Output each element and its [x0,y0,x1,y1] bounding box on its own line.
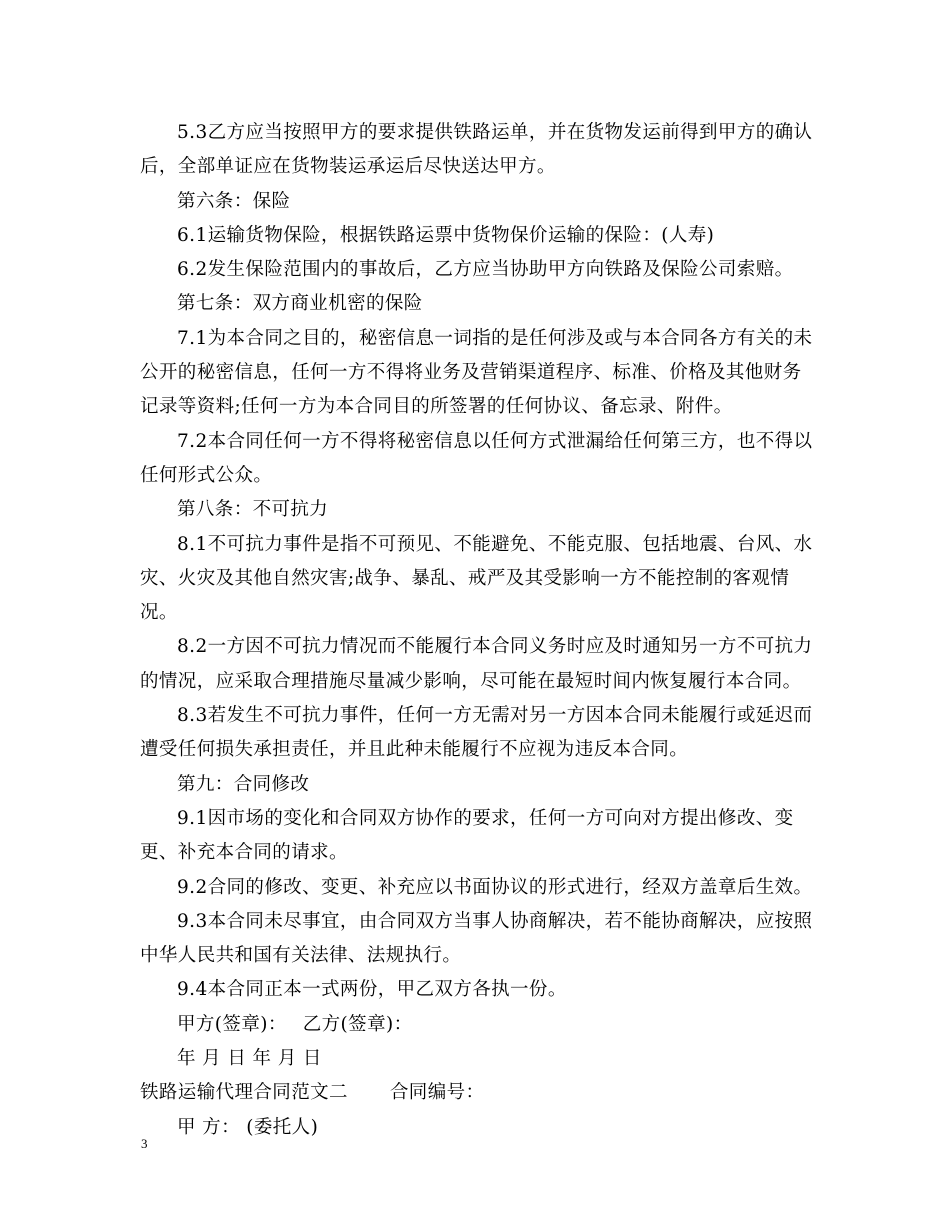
party-b-signature-label: 乙方(签章)： [302,1013,413,1035]
article-8-heading: 第八条：不可抗力 [177,499,329,521]
clause-7-1: 7.1为本合同之目的，秘密信息一词指的是任何涉及或与本合同各方有关的未公开的秘密信息，任何一方不得将业务及营销渠道程序、标准、价格及其他财务记录等资料;任何一方为本合同目的所签署的任何协议、备忘录、附件。 [140,327,813,418]
date-line: 年 月 日 年 月 日 [177,1048,322,1070]
second-contract-title: 铁路运输代理合同范文二 [140,1082,348,1104]
clause-6-2: 6.2发生保险范围内的事故后，乙方应当协助甲方向铁路及保险公司索赔。 [177,259,794,281]
page-number: 3 [141,1136,148,1151]
clause-6-1: 6.1运输货物保险，根据铁路运票中货物保价运输的保险：(人寿) [177,224,715,246]
article-7-heading: 第七条：双方商业机密的保险 [177,293,423,315]
clause-9-1: 9.1因市场的变化和合同双方协作的要求，任何一方可向对方提出修改、变更、补充本合同的请求。 [140,807,794,864]
clause-9-3: 9.3本合同未尽事宜，由合同双方当事人协商解决，若不能协商解决，应按照中华人民共和国有关法律、法规执行。 [140,910,813,967]
clause-8-2: 8.2一方因不可抗力情况而不能履行本合同义务时应及时通知另一方不可抗力的情况，应采取合理措施尽量减少影响，尽可能在最短时间内恢复履行本合同。 [140,636,813,692]
second-contract-party-a: 甲 方： (委托人) [177,1116,319,1138]
signature-line [140,1008,815,1042]
article-6-heading: 第六条：保险 [177,190,291,212]
contract-number-label: 合同编号： [389,1082,485,1104]
second-contract-title-line [140,1076,815,1110]
party-a-signature-label: 甲方(签章)： [177,1013,287,1035]
clause-8-1: 8.1不可抗力事件是指不可预见、不能避免、不能克服、包括地震、台风、水灾、火灾及其他自然灾害;战争、暴乱、戒严及其受影响一方不能控制的客观情况。 [140,533,813,624]
document-body [140,116,815,1145]
clause-9-2: 9.2合同的修改、变更、补充应以书面协议的形式进行，经双方盖章后生效。 [177,876,813,898]
clause-5-3: 5.3乙方应当按照甲方的要求提供铁路运单，并在货物发运前得到甲方的确认后，全部单证应在货物装运承运后尽快送达甲方。 [140,122,813,178]
article-9-heading: 第九：合同修改 [177,773,310,795]
clause-7-2: 7.2本合同任何一方不得将秘密信息以任何方式泄漏给任何第三方，也不得以任何形式公众。 [140,430,813,486]
clause-8-3: 8.3若发生不可抗力事件，任何一方无需对另一方因本合同未能履行或延迟而遭受任何损失承担责任，并且此种未能履行不应视为违反本合同。 [140,705,813,761]
clause-9-4: 9.4本合同正本一式两份，甲乙双方各执一份。 [177,979,567,1001]
